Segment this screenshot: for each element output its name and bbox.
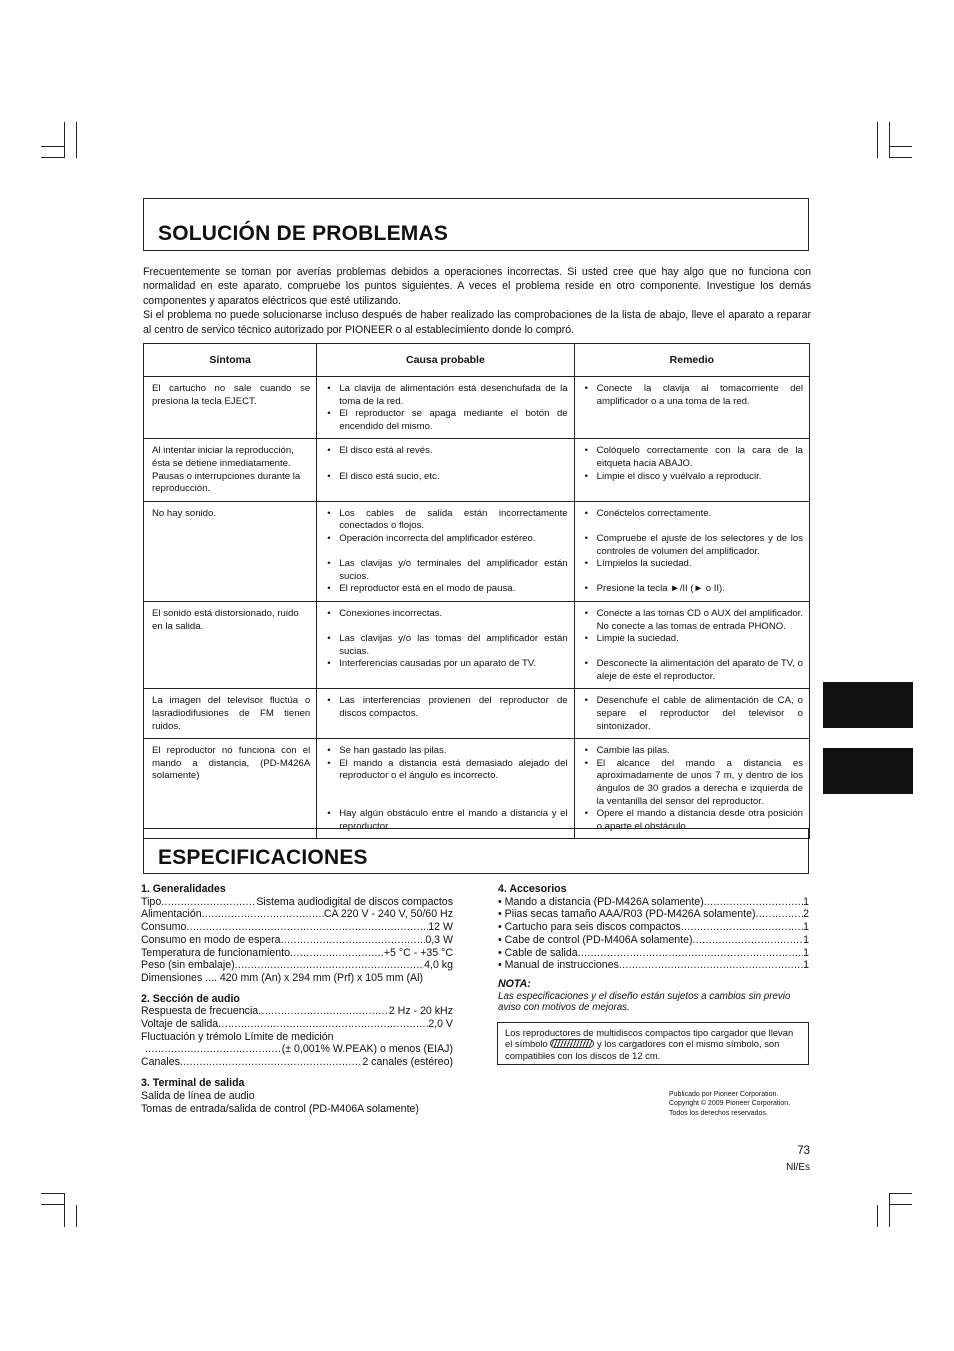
table-row <box>144 689 810 739</box>
spec-value: CA 220 V - 240 V, 50/60 Hz <box>323 908 453 921</box>
spec-line: Salida de línea de audio <box>141 1089 255 1102</box>
cause-item: • El reproductor está en el modo de pausa. <box>325 583 567 596</box>
publisher-line: Copyright © 2009 Pioneer Corporation. <box>669 1100 791 1108</box>
page-number: 73 <box>797 1145 810 1157</box>
spec-row <box>498 959 809 972</box>
specs-left-column <box>141 883 453 1124</box>
remedy-cell <box>574 739 809 839</box>
table-row <box>144 739 810 839</box>
spec-row <box>141 908 453 921</box>
cause-item: • La clavija de alimentación está desenchufada de la toma de la red. <box>325 383 567 408</box>
remedy-item: • Cambie las pilas. <box>583 745 803 758</box>
remedy-item: • Compruebe el ajuste de los selectores y de los controles de volumen del amplificador. <box>583 533 803 558</box>
publisher-info <box>669 1090 790 1118</box>
crop-mark <box>889 1204 912 1205</box>
remedy-item: • Conéctelos correctamente. <box>583 508 803 521</box>
crop-mark <box>889 146 912 147</box>
spec-value: Sistema audiodigital de discos compactos <box>256 895 453 908</box>
spec-value: 4,0 kg <box>424 959 453 972</box>
publisher-line: Publicado por Pioneer Corporation. <box>669 1091 779 1098</box>
intro-paragraph: Si el problema no puede solucionarse incluso después de haber realizado las comprobaciones de la lista de abajo, lleve el aparato a reparar al centro de servico técnico autorizado por PIONEER o al establecimiento donde lo compró. <box>143 309 811 336</box>
spec-heading: 1. Generalidades <box>141 883 226 895</box>
crop-mark <box>877 122 878 158</box>
symptom-cell: Al intentar iniciar la reproducción, ésta se detiene inmediatamente. Pausas o interrupciones durante la reproducción. <box>144 439 317 501</box>
spec-row <box>141 934 453 947</box>
symptom-cell: El reproductor no funciona con el mando a distancia, (PD-M426A solamente) <box>144 739 317 839</box>
specs-right-column <box>498 883 809 1014</box>
table-row <box>144 501 810 601</box>
crop-mark <box>64 122 65 158</box>
header-cause: Causa probable <box>317 344 574 377</box>
crop-mark <box>889 122 890 158</box>
spec-value: 12 W <box>428 921 453 934</box>
spec-row <box>498 921 809 934</box>
cause-item: • Las clavijas y/o las tomas del amplificador están sucias. <box>325 633 567 658</box>
remedy-item: • Desconecte la alimentación del aparato de TV, o aleje de éste el reproductor. <box>583 658 803 683</box>
spec-key: Consumo en modo de espera <box>141 933 281 946</box>
spec-value: 1 <box>803 959 809 972</box>
crop-mark <box>76 1205 77 1227</box>
spec-key: Voltaje de salida <box>141 1018 219 1031</box>
spec-value: +5 °C - +35 °C <box>383 946 453 959</box>
spec-audio <box>141 993 453 1069</box>
spec-value: 0,3 W <box>425 933 453 946</box>
remedy-item: • El alcance del mando a distancia es aproximadamente de unos 7 m, y dentro de los ángulos de 30 grados a derecha e izquierda de la ventanilla del sensor del reproductor. <box>583 758 803 808</box>
spec-output <box>141 1077 453 1116</box>
side-tab <box>823 748 913 794</box>
remedy-cell <box>574 439 809 501</box>
spec-row: Fluctuación y trémolo Límite de medición <box>141 1030 334 1043</box>
crop-mark <box>41 157 65 158</box>
spec-row <box>141 1043 453 1056</box>
cause-cell <box>317 439 574 501</box>
spec-value: 2,0 V <box>428 1018 453 1031</box>
spec-key: Canales <box>141 1056 180 1069</box>
remedy-cell <box>574 501 809 601</box>
side-tab <box>823 682 913 728</box>
spec-row <box>141 896 453 909</box>
header-symptom: Síntoma <box>144 344 317 377</box>
spec-row <box>498 896 809 909</box>
troubleshooting-heading-box <box>143 198 809 251</box>
cause-item: • Los cables de salida están incorrectamente conectados o flojos. <box>325 508 567 533</box>
cause-item: • El mando a distancia está demasiado alejado del reproductor o el ángulo es incorrecto. <box>325 758 567 783</box>
symptom-cell: No hay sonido. <box>144 501 317 601</box>
cause-cell <box>317 689 574 739</box>
compatibility-note-box <box>497 1022 809 1065</box>
note-text: y los cargadores con el mismo símbolo, son compatibles con los discos de 12 cm. <box>505 1038 780 1061</box>
intro-paragraph: Frecuentemente se toman por averías problemas debidos a operaciones incorrectas. Si usted cree que hay algo que no funciona con normalidad en este aparato. compruebe los puntos siguientes. A veces el problema reside en otro componente. Investigue los demás componentes y aparatos eléctricos que esté utilizando. <box>143 266 811 307</box>
cause-item: • Las interferencias provienen del reproductor de discos compactos. <box>325 695 567 720</box>
spec-value: 1 <box>803 895 809 908</box>
symptom-cell: El cartucho no sale cuando se presiona la tecla EJECT. <box>144 377 317 439</box>
cause-item: • Interferencias causadas por un aparato de TV. <box>325 658 567 671</box>
crop-mark <box>889 157 912 158</box>
cause-item: • Se han gastado las pilas. <box>325 745 567 758</box>
spec-key: Alimentación <box>141 908 202 921</box>
spec-value: 2 <box>803 908 809 921</box>
remedy-item: • Conecte la clavija al tomacorriente del amplificador o a una toma de la red. <box>583 383 803 408</box>
nota-heading: NOTA: <box>498 977 531 990</box>
page-language-code: Nl/Es <box>786 1162 810 1173</box>
remedy-cell <box>574 689 809 739</box>
cause-cell <box>317 377 574 439</box>
remedy-item: • Limpie la suciedad. <box>583 633 803 646</box>
remedy-item: • Límpielos la suciedad. <box>583 558 803 571</box>
spec-value: 2 canales (estéreo) <box>362 1056 453 1069</box>
crop-mark <box>41 146 65 147</box>
spec-key: • Mando a distancia (PD-M426A solamente) <box>498 895 704 908</box>
spec-row <box>498 908 809 921</box>
publisher-line: Todos los derechos reservados. <box>669 1109 768 1117</box>
cause-item: • Operación incorrecta del amplificador estéreo. <box>325 533 567 546</box>
spec-row <box>141 1056 453 1069</box>
crop-mark <box>889 1193 912 1194</box>
cause-item: • El disco está al revés. <box>325 445 567 458</box>
crop-mark <box>64 1193 65 1227</box>
remedy-cell <box>574 377 809 439</box>
remedy-item: • Opere el mando a distancia desde otra posición o aparte el obstáculo. <box>583 808 803 833</box>
spec-row <box>141 921 453 934</box>
cause-item: • Las clavijas y/o terminales del amplificador están sucios. <box>325 558 567 583</box>
spec-row <box>141 1005 453 1018</box>
spec-value: 1 <box>803 933 809 946</box>
remedy-cell <box>574 601 809 689</box>
spec-value: 2 Hz - 20 kHz <box>388 1005 453 1018</box>
cause-item: • Conexiones incorrectas. <box>325 608 567 621</box>
spec-value: 1 <box>803 946 809 959</box>
table-row <box>144 439 810 501</box>
crop-mark <box>41 1193 65 1194</box>
nota-text: Las especificaciones y el diseño están sujetos a cambios sin previo aviso con motivos de mejoras. <box>498 990 791 1014</box>
crop-mark <box>76 122 77 158</box>
spec-key: Consumo <box>141 921 187 934</box>
crop-mark <box>41 1204 65 1205</box>
troubleshooting-title: SOLUCIÓN DE PROBLEMAS <box>158 222 449 245</box>
spec-row <box>141 947 453 960</box>
multi-disc-cartridge-logo-icon <box>550 1039 594 1048</box>
specifications-heading-box <box>143 828 809 874</box>
specifications-title: ESPECIFICACIONES <box>158 846 368 869</box>
spec-heading: 4. Accesorios <box>498 883 567 895</box>
remedy-item: • Desenchufe el cable de alimentación de CA, o separe el reproductor del televisor o sintonizador. <box>583 695 803 733</box>
spec-heading: 3. Terminal de salida <box>141 1076 245 1089</box>
spec-value: 1 <box>803 921 809 934</box>
note-text: Los reproductores de multidiscos compactos tipo cargador que llevan el símbolo <box>505 1027 794 1050</box>
troubleshooting-intro <box>143 265 811 337</box>
spec-row <box>141 1018 453 1031</box>
table-header-row <box>144 344 810 377</box>
spec-key: Temperatura de funcionamiento <box>141 946 290 959</box>
table-row <box>144 601 810 689</box>
crop-mark <box>889 1193 890 1227</box>
cause-item: • Hay algún obstáculo entre el mando a distancia y el reproductor. <box>325 808 567 833</box>
table-row <box>144 377 810 439</box>
spec-key: Tipo <box>141 895 162 908</box>
spec-key: Respuesta de frecuencia <box>141 1005 259 1018</box>
spec-general <box>141 883 453 985</box>
symptom-cell: El sonido está distorsionado, ruido en la salida. <box>144 601 317 689</box>
spec-line: Tomas de entrada/salida de control (PD-M406A solamente) <box>141 1103 419 1116</box>
remedy-item: • Presione la tecla ►/II (► o II). <box>583 583 803 596</box>
spec-heading: 2. Sección de audio <box>141 992 240 1005</box>
spec-row: Dimensiones .... 420 mm (An) x 294 mm (Prf) x 105 mm (Al) <box>141 971 423 984</box>
spec-key: • Cabe de control (PD-M406A solamente) <box>498 933 693 946</box>
spec-key: Peso (sin embalaje) <box>141 959 235 972</box>
remedy-item: • Colóquelo correctamente con la cara de la eitqueta hacia ABAJO. <box>583 445 803 470</box>
spec-row <box>141 959 453 972</box>
remedy-item: • Limpie el disco y vuélvalo a reproducir. <box>583 471 803 484</box>
cause-item: • El reproductor se apaga mediante el botón de encendido del mismo. <box>325 408 567 433</box>
spec-value: (± 0,001% W.PEAK) o menos (EIAJ) <box>281 1043 453 1056</box>
header-remedy: Remedio <box>574 344 809 377</box>
spec-key: • Manual de instrucciones <box>498 959 619 972</box>
symptom-cell: La imagen del televisor fluctúa o lasradiodifusiones de FM tienen ruidos. <box>144 689 317 739</box>
spec-row <box>498 947 809 960</box>
spec-key: • Cable de salida <box>498 946 578 959</box>
cause-cell <box>317 601 574 689</box>
crop-mark <box>877 1205 878 1227</box>
spec-key: • Piias secas tamaño AAA/R03 (PD-M426A solamente) <box>498 908 756 921</box>
spec-key: • Cartucho para seis discos compactos <box>498 921 681 934</box>
cause-cell <box>317 501 574 601</box>
spec-row <box>498 934 809 947</box>
troubleshooting-table <box>143 343 810 839</box>
cause-item: • El disco está sucio, etc. <box>325 471 567 484</box>
remedy-item: • Conecte a las tomas CD o AUX del amplificador. No conecte a las tomas de entrada PHONO. <box>583 608 803 633</box>
cause-cell <box>317 739 574 839</box>
